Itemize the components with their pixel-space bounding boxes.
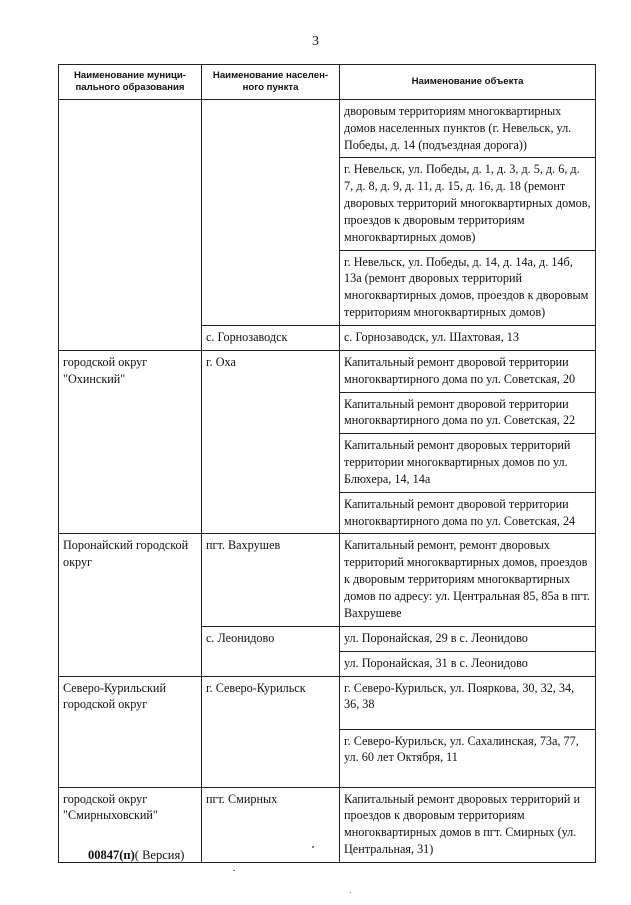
- object-cell: с. Горнозаводск, ул. Шахтовая, 13: [340, 325, 596, 350]
- object-cell: Капитальный ремонт дворовой территории многоквартирного дома по ул. Советская, 20: [340, 350, 596, 392]
- header-object: Наименование объекта: [340, 65, 596, 100]
- objects-table: [58, 64, 596, 863]
- settlement-cell: г. Северо-Курильск: [202, 676, 340, 787]
- settlement-cell: [202, 99, 340, 325]
- object-cell: г. Северо-Курильск, ул. Пояркова, 30, 32, 34, 36, 38: [340, 676, 596, 729]
- settlement-cell: с. Леонидово: [202, 626, 340, 676]
- table-row: [59, 350, 596, 392]
- object-cell: г. Невельск, ул. Победы, д. 1, д. 3, д. 5, д. 6, д. 7, д. 8, д. 9, д. 11, д. 15, д. 16, д. 18 (ремонт дворовых территорий многоквартирных домов, проездов к дворовым территориям многоквартирных домов): [340, 158, 596, 250]
- object-cell: г. Северо-Курильск, ул. Сахалинская, 73а, 77, ул. 60 лет Октября, 11: [340, 729, 596, 787]
- document-version: ( Версия): [134, 848, 185, 862]
- object-cell: Капитальный ремонт дворовых территорий и проездов к дворовым территориям многоквартирных домов в пгт. Смирных (ул. Центральная, 31): [340, 787, 596, 862]
- document-code: 00847(п): [88, 848, 135, 862]
- table-row: [59, 676, 596, 729]
- settlement-cell: г. Оха: [202, 350, 340, 533]
- object-cell: г. Невельск, ул. Победы, д. 14, д. 14а, д. 14б, 13а (ремонт дворовых территорий многоквартирных домов, проездов к дворовым территориям многоквартирных домов): [340, 250, 596, 325]
- municipality-cell: городской округ "Охинский": [59, 350, 202, 533]
- municipality-cell: Северо-Курильский городской округ: [59, 676, 202, 787]
- table-row: [59, 99, 596, 157]
- object-cell: Капитальный ремонт, ремонт дворовых территорий многоквартирных домов, проездов к дворовым территориям многоквартирных домов по адресу: ул. Центральная 85, 85а в пгт. Вахрушеве: [340, 534, 596, 626]
- object-cell: ул. Поронайская, 29 в с. Леонидово: [340, 626, 596, 651]
- page-number: 3: [312, 34, 319, 49]
- scan-speck: [312, 846, 314, 848]
- document-footer: [88, 848, 184, 863]
- scan-speck: [233, 870, 235, 871]
- table-row: [59, 534, 596, 626]
- scan-speck: [350, 892, 351, 893]
- object-cell: ул. Поронайская, 31 в с. Леонидово: [340, 651, 596, 676]
- header-municipality: Наименование муници- пального образования: [59, 65, 202, 100]
- object-cell: Капитальный ремонт дворовых территорий территории многоквартирных домов по ул. Блюхера, 14, 14а: [340, 434, 596, 492]
- object-cell: Капитальный ремонт дворовой территории многоквартирного дома по ул. Советская, 22: [340, 392, 596, 434]
- municipality-cell: Поронайский городской округ: [59, 534, 202, 676]
- municipality-cell: [59, 99, 202, 350]
- object-cell: Капитальный ремонт дворовой территории многоквартирного дома по ул. Советская, 24: [340, 492, 596, 534]
- settlement-cell: пгт. Смирных: [202, 787, 340, 862]
- settlement-cell: с. Горнозаводск: [202, 325, 340, 350]
- table-header-row: [59, 65, 596, 100]
- header-settlement: Наименование населен- ного пункта: [202, 65, 340, 100]
- municipality-cell: городской округ "Смирныховский": [59, 787, 202, 862]
- object-cell: дворовым территориям многоквартирных домов населенных пунктов (г. Невельск, ул. Победы, д. 14 (подъездная дорога)): [340, 99, 596, 157]
- settlement-cell: пгт. Вахрушев: [202, 534, 340, 626]
